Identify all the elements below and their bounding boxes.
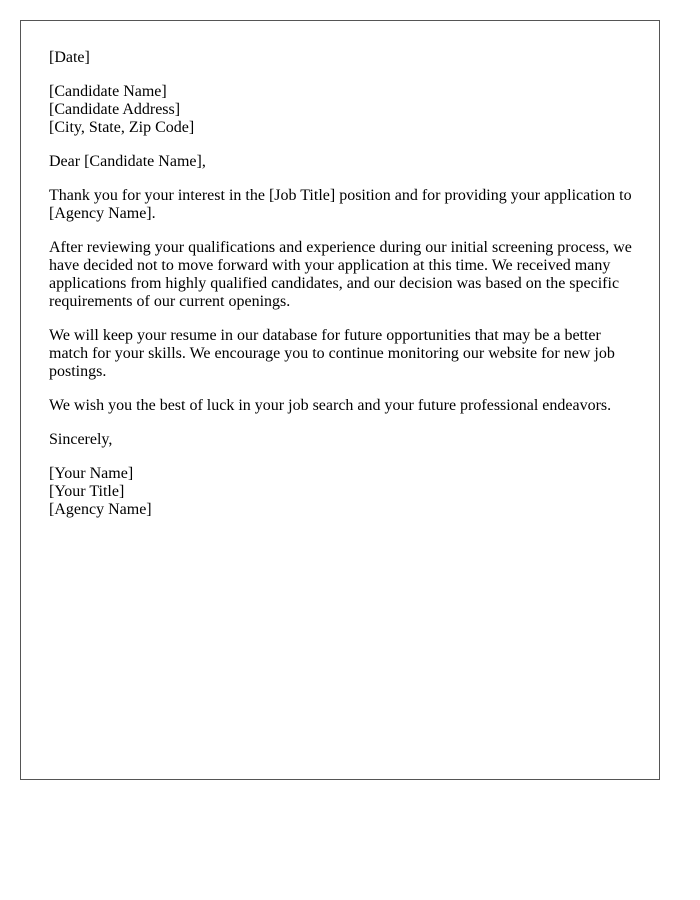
recipient-address: [Candidate Address]	[49, 101, 181, 118]
signature-agency: [Agency Name]	[49, 501, 152, 518]
paragraph-wishes: We wish you the best of luck in your job search and your future professional endeavors.	[49, 397, 612, 414]
closing: Sincerely,	[49, 431, 113, 448]
paragraph-intro: Thank you for your interest in the [Job Title] position and for providing your application to [Agency Name].	[49, 187, 632, 222]
date-block	[49, 49, 639, 67]
recipient-address-block	[49, 83, 639, 137]
signature-title: [Your Title]	[49, 483, 125, 500]
salutation-block	[49, 153, 639, 171]
letter-content	[49, 49, 639, 535]
recipient-name: [Candidate Name]	[49, 83, 167, 100]
signature-name: [Your Name]	[49, 465, 134, 482]
closing-block	[49, 431, 639, 449]
salutation: Dear [Candidate Name],	[49, 153, 206, 170]
paragraph-future: We will keep your resume in our database for future opportunities that may be a better match for your skills. We encourage you to continue monitoring our website for new job postings.	[49, 327, 615, 380]
paragraph-decision: After reviewing your qualifications and experience during our initial screening process, we have decided not to move forward with your application at this time. We received many applications from highly qualified candidates, and our decision was based on the specific requirements of our current openings.	[49, 239, 632, 310]
signature-block	[49, 465, 639, 519]
recipient-city-state-zip: [City, State, Zip Code]	[49, 119, 195, 136]
letter-date: [Date]	[49, 49, 90, 66]
letter-page	[20, 20, 660, 780]
